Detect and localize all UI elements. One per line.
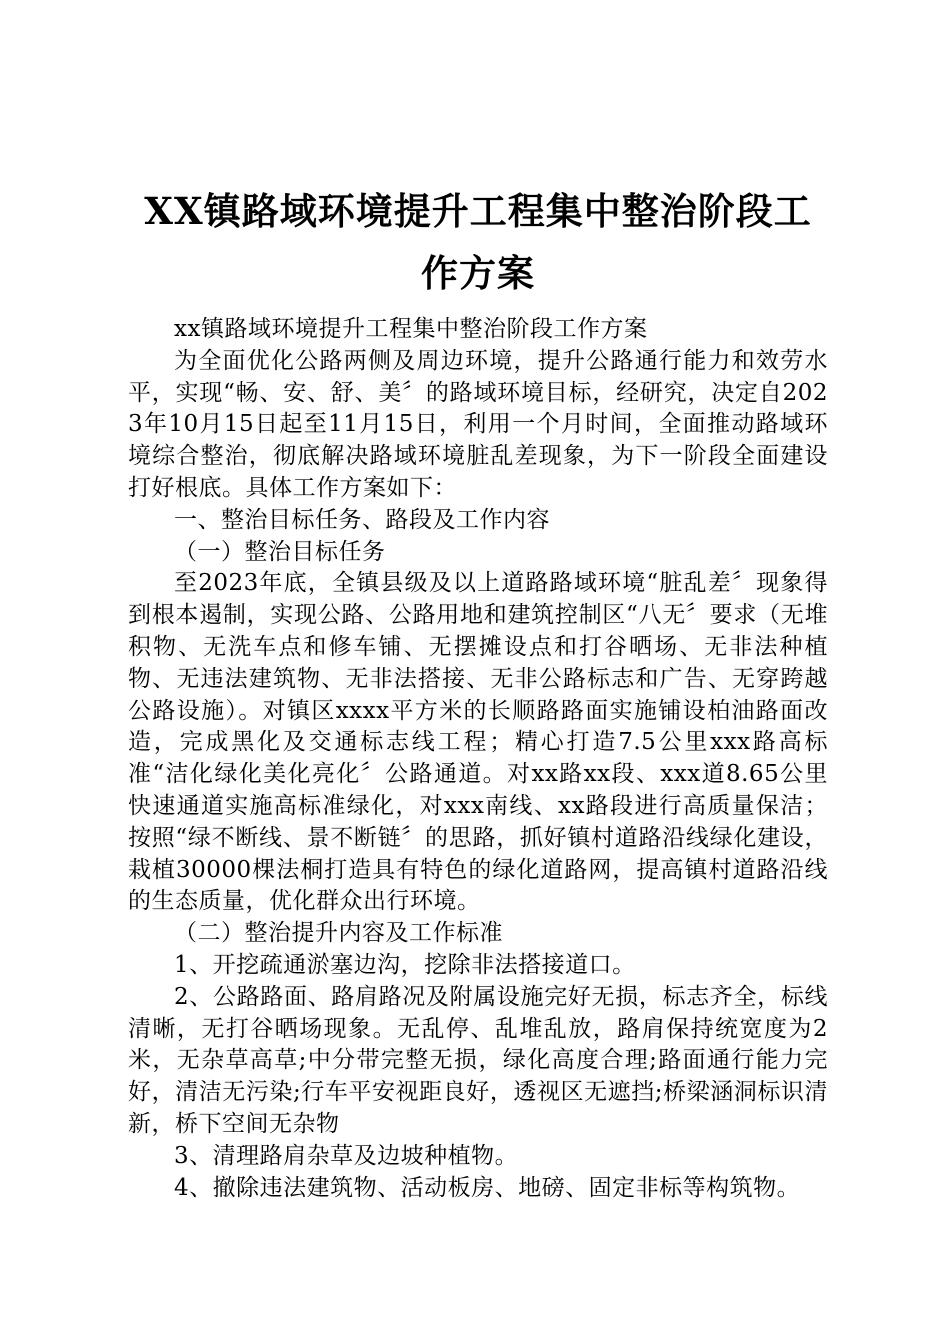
section-heading-1: 一、整治目标任务、路段及工作内容 bbox=[174, 506, 550, 533]
document-body bbox=[128, 314, 828, 1204]
subsection-heading-1: （一）整治目标任务 bbox=[174, 538, 386, 565]
document-title: XX镇路域环境提升工程集中整治阶段工作方案 bbox=[144, 189, 812, 295]
list-item-3: 3、清理路肩杂草及边坡种植物。 bbox=[174, 1142, 519, 1169]
document-page bbox=[128, 0, 828, 1344]
paragraph-intro: 为全面优化公路两侧及周边环境，提升公路通行能力和效劳水平，实现“畅、安、舒、美〞的路域环境目标，经研究，决定自2023年10月15日起至11月15日，利用一个月时间，全面推动路域环境综合整治，彻底解决路域环境脏乱差现象，为下一阶段全面建设打好根底。具体工作方案如下： bbox=[128, 347, 828, 501]
list-item-2: 2、公路路面、路肩路况及附属设施完好无损，标志齐全，标线清晰，无打谷晒场现象。无乱停、乱堆乱放，路肩保持统宽度为2米，无杂草高草;中分带完整无损，绿化高度合理;路面通行能力完好，清洁无污染;行车平安视距良好，透视区无遮挡;桥梁涵洞标识清新，桥下空间无杂物 bbox=[128, 983, 828, 1137]
list-item-4: 4、撤除违法建筑物、活动板房、地磅、固定非标等构筑物。 bbox=[174, 1174, 801, 1201]
list-item-1: 1、开挖疏通淤塞边沟，挖除非法搭接道口。 bbox=[174, 951, 636, 978]
subsection-heading-2: （二）整治提升内容及工作标准 bbox=[174, 920, 503, 947]
paragraph-targets: 至2023年底，全镇县级及以上道路路域环境“脏乱差〞现象得到根本遏制，实现公路、公路用地和建筑控制区“八无〞要求（无堆积物、无洗车点和修车铺、无摆摊设点和打谷晒场、无非法种植物、无违法建筑物、无非法搭接、无非公路标志和广告、无穿跨越公路设施）。对镇区xxxx平方米的长顺路路面实施铺设柏油路面改造，完成黑化及交通标志线工程；精心打造7.5公里xxx路高标准“洁化绿化美化亮化〞公路通道。对xx路xx段、xxx道8.65公里快速通道实施高标准绿化，对xxx南线、xx路段进行高质量保洁；按照“绿不断线、景不断链〞的思路，抓好镇村道路沿线绿化建设，栽植30000棵法桐打造具有特色的绿化道路网，提高镇村道路沿线的生态质量，优化群众出行环境。 bbox=[128, 570, 828, 915]
paragraph-subtitle: xx镇路域环境提升工程集中整治阶段工作方案 bbox=[174, 316, 648, 342]
